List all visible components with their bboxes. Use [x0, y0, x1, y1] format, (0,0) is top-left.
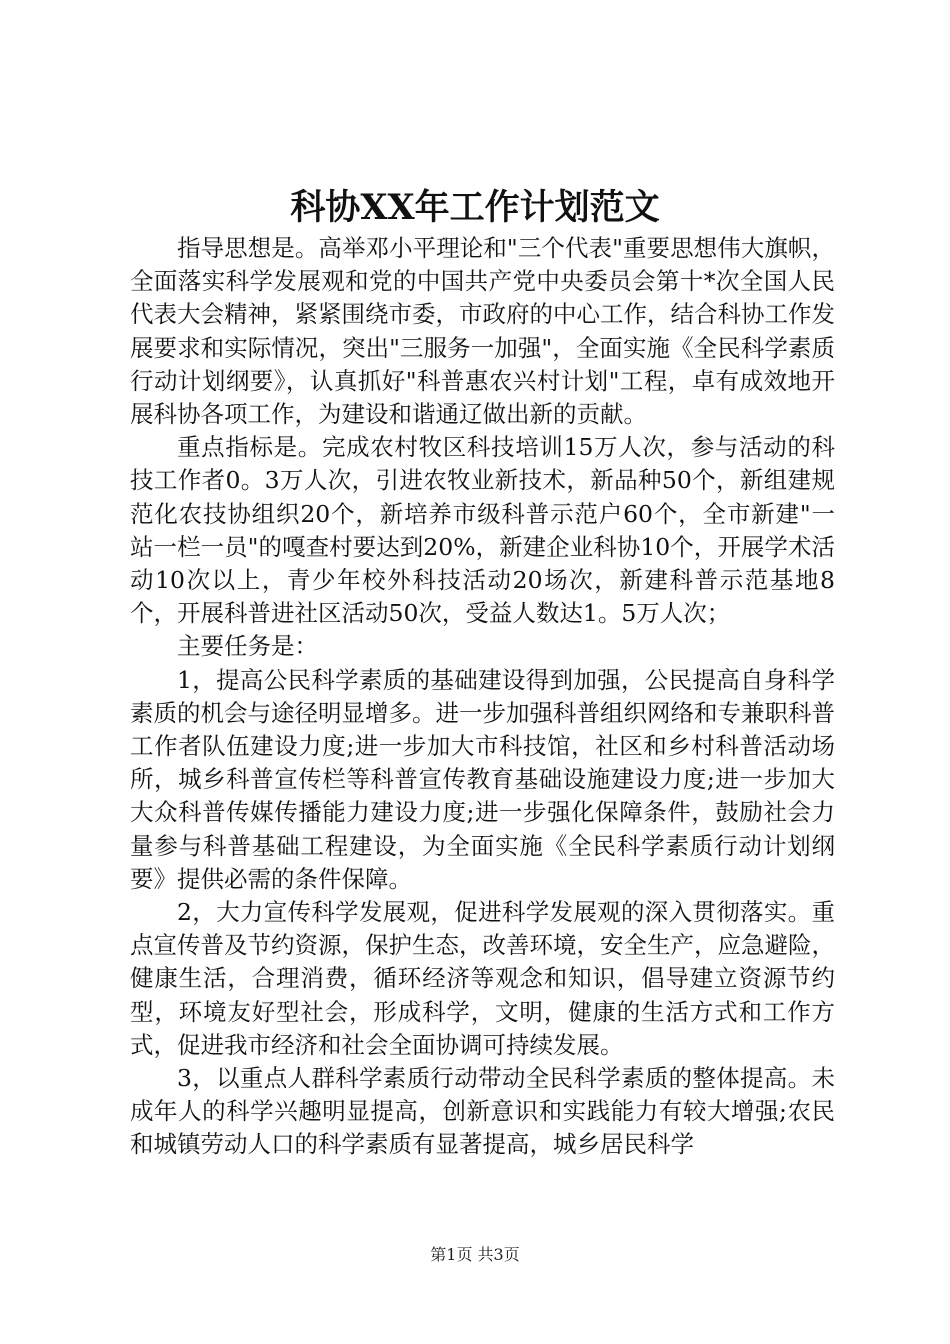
- paragraph-guiding-ideology: 指导思想是。高举邓小平理论和"三个代表"重要思想伟大旗帜，全面落实科学发展观和党的中国共产党中央委员会第十*次全国人民代表大会精神，紧紧围绕市委，市政府的中心工作，结合科协工作发展要求和实际情况，突出"三服务一加强"，全面实施《全民科学素质行动计划纲要》，认真抓好"科普惠农兴村计划"工程，卓有成效地开展科协各项工作，为建设和谐通辽做出新的贡献。: [130, 234, 835, 429]
- paragraph-task-3: 3，以重点人群科学素质行动带动全民科学素质的整体提高。未成年人的科学兴趣明显提高，创新意识和实践能力有较大增强;农民和城镇劳动人口的科学素质有显著提高，城乡居民科学: [130, 1064, 835, 1159]
- paragraph-task-2: 2，大力宣传科学发展观，促进科学发展观的深入贯彻落实。重点宣传普及节约资源，保护生态，改善环境，安全生产，应急避险，健康生活，合理消费，循环经济等观念和知识，倡导建立资源节约型，环境友好型社会，形成科学，文明，健康的生活方式和工作方式，促进我市经济和社会全面协调可持续发展。: [130, 898, 835, 1059]
- document-title: 科协XX年工作计划范文: [290, 187, 660, 228]
- paragraph-main-tasks-heading: 主要任务是：: [177, 632, 318, 661]
- document-body: [130, 232, 835, 1162]
- paragraph-task-1: 1，提高公民科学素质的基础建设得到加强，公民提高自身科学素质的机会与途径明显增多。进一步加强科普组织网络和专兼职科普工作者队伍建设力度;进一步加大市科技馆，社区和乡村科普活动场所，城乡科普宣传栏等科普宣传教育基础设施建设力度;进一步加大大众科普传媒传播能力建设力度;进一步强化保障条件，鼓励社会力量参与科普基础工程建设，为全面实施《全民科学素质行动计划纲要》提供必需的条件保障。: [130, 665, 835, 893]
- page-number-footer: 第1页 共3页: [430, 1245, 520, 1264]
- paragraph-key-indicators: 重点指标是。完成农村牧区科技培训15万人次，参与活动的科技工作者0。3万人次，引进农牧业新技术，新品种50个，新组建规范化农技协组织20个，新培养市级科普示范户60个，全市新建"一站一栏一员"的嘎查村要达到20%，新建企业科协10个，开展学术活动10次以上，青少年校外科技活动20场次，新建科普示范基地8个，开展科普进社区活动50次，受益人数达1。5万人次；: [130, 433, 835, 628]
